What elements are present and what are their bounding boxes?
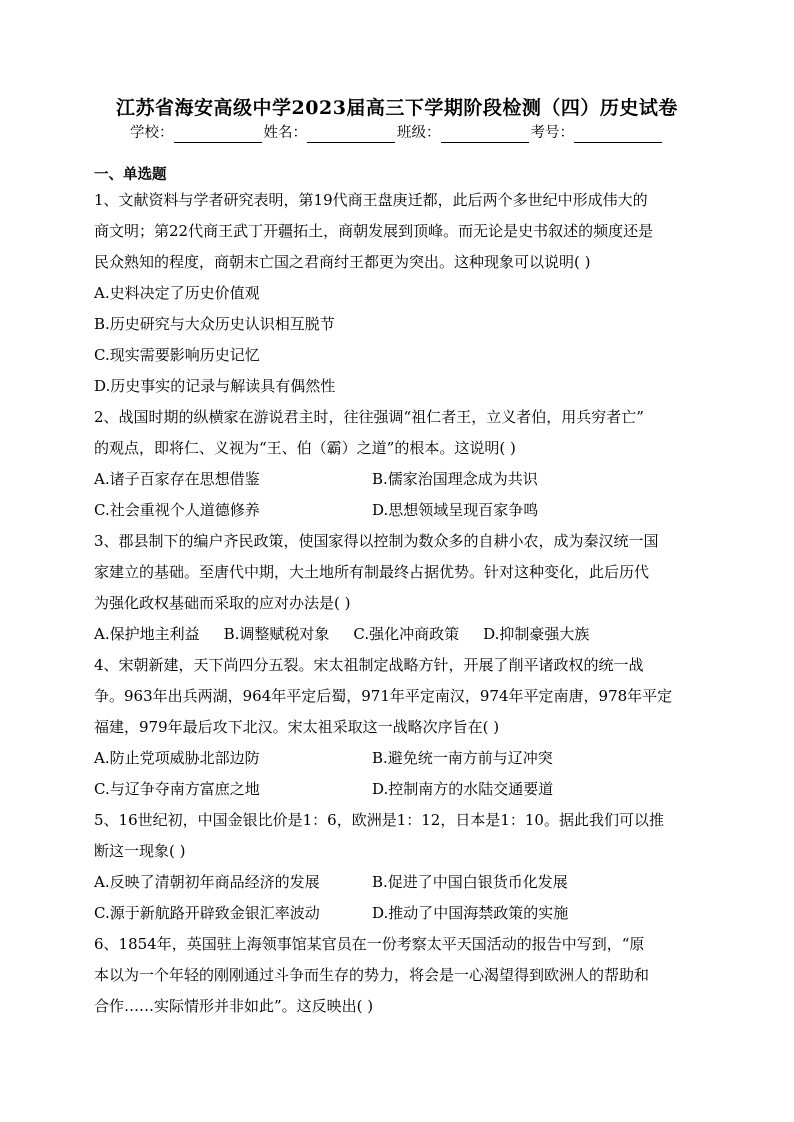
name-field bbox=[264, 123, 398, 143]
question-6 bbox=[94, 929, 700, 1022]
question-line: 争。963年出兵两湖，964年平定后蜀，971年平定南汉，974年平定南唐，978年平定 bbox=[94, 687, 673, 705]
question-3 bbox=[94, 526, 700, 650]
option-row bbox=[94, 495, 700, 526]
option-row bbox=[94, 464, 700, 495]
option-a[interactable]: A.保护地主利益 bbox=[94, 625, 200, 643]
option-c[interactable]: C.现实需要影响历史记忆 bbox=[94, 346, 260, 364]
option-a[interactable]: A.反映了清朝初年商品经济的发展 bbox=[94, 873, 320, 891]
question-line: 5、16世纪初，中国金银比价是1：6，欧洲是1：12，日本是1：10。据此我们可以推 bbox=[94, 811, 664, 829]
question-line: 福建，979年最后攻下北汉。宋太祖采取这一战略次序旨在( ) bbox=[94, 718, 500, 736]
question-line: 1、文献资料与学者研究表明，第19代商王盘庚迁都，此后两个多世纪中形成伟大的 bbox=[94, 191, 648, 209]
class-label: 班级： bbox=[397, 125, 441, 141]
question-1 bbox=[94, 185, 700, 402]
option-b[interactable]: B.促进了中国白银货币化发展 bbox=[372, 873, 568, 891]
question-line: 断这一现象( ) bbox=[94, 842, 186, 860]
option-a[interactable]: A.史料决定了历史价值观 bbox=[94, 284, 260, 302]
option-b[interactable]: B.调整赋税对象 bbox=[223, 625, 330, 643]
exam-page bbox=[94, 95, 700, 1022]
option-row bbox=[94, 619, 700, 650]
option-a[interactable]: A.防止党项威胁北部边防 bbox=[94, 749, 260, 767]
question-5 bbox=[94, 805, 700, 929]
question-line: 为强化政权基础而采取的应对办法是( ) bbox=[94, 594, 351, 612]
option-b[interactable]: B.儒家治国理念成为共识 bbox=[372, 470, 538, 488]
name-label: 姓名： bbox=[263, 125, 307, 141]
option-row bbox=[94, 743, 700, 774]
exam-number-label: 考号： bbox=[530, 125, 574, 141]
option-d[interactable]: D.抑制豪强大族 bbox=[483, 625, 590, 643]
option-c[interactable]: C.社会重视个人道德修养 bbox=[94, 501, 260, 519]
exam-number-field bbox=[531, 123, 665, 143]
question-line: 本以为一个年轻的刚刚通过斗争而生存的势力，将会是一心渴望得到欧洲人的帮助和 bbox=[94, 966, 650, 984]
question-line: 4、宋朝新建，天下尚四分五裂。宋太祖制定战略方针，开展了削平诸政权的统一战 bbox=[94, 656, 644, 674]
option-b[interactable]: B.避免统一南方前与辽冲突 bbox=[372, 749, 553, 767]
option-b[interactable]: B.历史研究与大众历史认识相互脱节 bbox=[94, 315, 335, 333]
school-field bbox=[130, 123, 264, 143]
option-row bbox=[94, 867, 700, 898]
question-line: 民众熟知的程度，商朝末亡国之君商纣王都更为突出。这种现象可以说明( ) bbox=[94, 253, 591, 271]
exam-title: 江苏省海安高级中学2023届高三下学期阶段检测（四）历史试卷 bbox=[116, 97, 678, 119]
exam-number-blank[interactable] bbox=[574, 126, 662, 143]
option-c[interactable]: C.源于新航路开辟致金银汇率波动 bbox=[94, 904, 320, 922]
question-line: 3、郡县制下的编户齐民政策，使国家得以控制为数众多的自耕小农，成为秦汉统一国 bbox=[94, 532, 659, 550]
question-line: 2、战国时期的纵横家在游说君主时，往往强调“祖仁者王，立义者伯，用兵穷者亡” bbox=[94, 408, 644, 426]
option-d[interactable]: D.控制南方的水陆交通要道 bbox=[372, 780, 554, 798]
question-4 bbox=[94, 650, 700, 805]
option-d[interactable]: D.思想领域呈现百家争鸣 bbox=[372, 501, 539, 519]
class-blank[interactable] bbox=[441, 126, 529, 143]
option-row bbox=[94, 774, 700, 805]
question-line: 商文明；第22代商王武丁开疆拓土，商朝发展到顶峰。而无论是史书叙述的频度还是 bbox=[94, 222, 654, 240]
school-label: 学校： bbox=[130, 125, 174, 141]
question-line: 家建立的基础。至唐代中期，大土地所有制最终占据优势。针对这种变化，此后历代 bbox=[94, 563, 650, 581]
option-d[interactable]: D.历史事实的记录与解读具有偶然性 bbox=[94, 377, 336, 395]
section-title: 一、单选题 bbox=[94, 166, 167, 183]
option-c[interactable]: C.强化冲商政策 bbox=[353, 625, 460, 643]
question-line: 6、1854年，英国驻上海领事馆某官员在一份考察太平天国活动的报告中写到，“原 bbox=[94, 935, 645, 953]
option-a[interactable]: A.诸子百家存在思想借鉴 bbox=[94, 470, 260, 488]
school-blank[interactable] bbox=[174, 126, 262, 143]
question-line: 合作……实际情形并非如此”。这反映出( ) bbox=[94, 997, 374, 1015]
name-blank[interactable] bbox=[307, 126, 395, 143]
question-line: 的观点，即将仁、义视为“王、伯（霸）之道”的根本。这说明( ) bbox=[94, 439, 516, 457]
student-info-row bbox=[94, 123, 700, 143]
option-row bbox=[94, 898, 700, 929]
option-c[interactable]: C.与辽争夺南方富庶之地 bbox=[94, 780, 260, 798]
question-2 bbox=[94, 402, 700, 526]
class-field bbox=[397, 123, 531, 143]
option-d[interactable]: D.推动了中国海禁政策的实施 bbox=[372, 904, 569, 922]
